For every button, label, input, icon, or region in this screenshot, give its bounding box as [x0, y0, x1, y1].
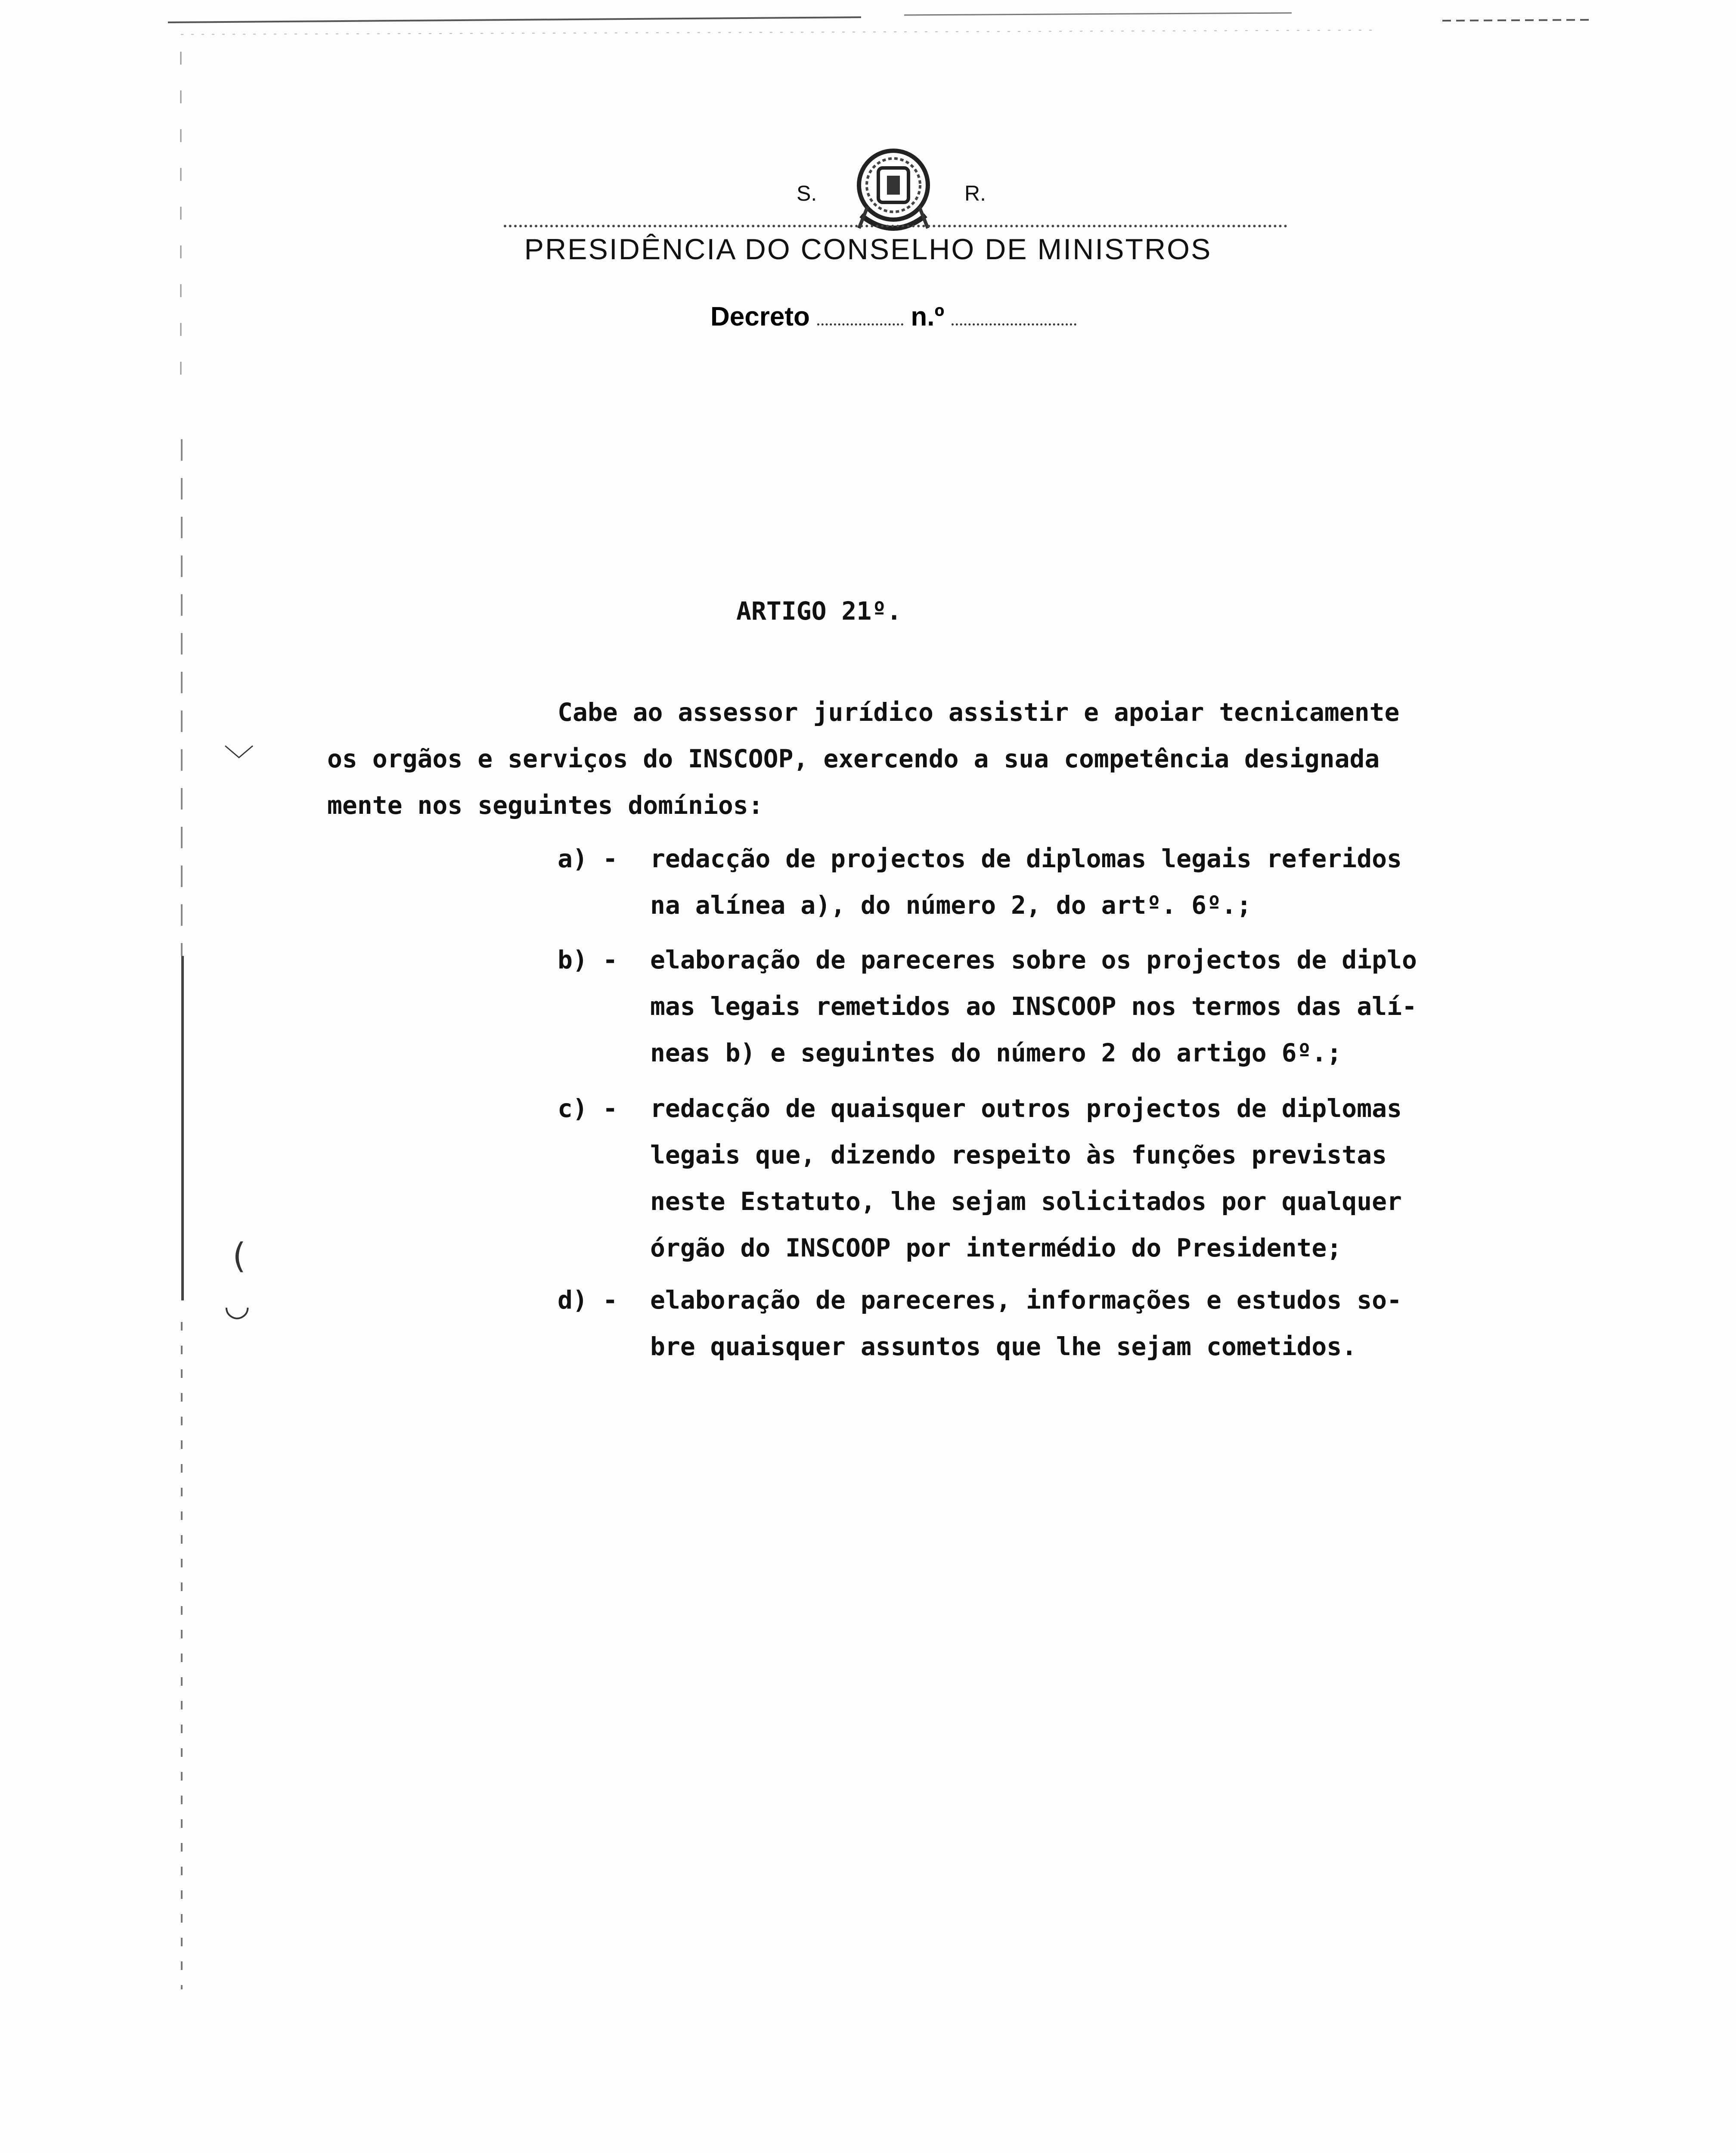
scan-edge-top: [0, 0, 1736, 47]
item-marker: d) -: [558, 1285, 618, 1315]
decreto-blank: [817, 319, 903, 326]
sr-left-text: S.: [797, 181, 817, 205]
decreto-label: Decreto: [710, 302, 810, 332]
item-line: neste Estatuto, lhe sejam solicitados por qualquer: [650, 1187, 1402, 1216]
numero-label: n.º: [911, 302, 945, 332]
item-marker: a) -: [558, 844, 618, 873]
item-line: legais que, dizendo respeito às funções previstas: [650, 1140, 1387, 1170]
intro-line: Cabe ao assessor jurídico assistir e apoiar tecnicamente: [558, 698, 1400, 727]
item-line: redacção de projectos de diplomas legais referidos: [650, 844, 1402, 873]
intro-line: mente nos seguintes domínios:: [327, 791, 763, 820]
item-line: redacção de quaisquer outros projectos de diplomas: [650, 1094, 1402, 1123]
item-line: elaboração de pareceres, informações e estudos so-: [650, 1285, 1402, 1315]
scan-edge-left: [164, 52, 189, 2032]
item-marker: b) -: [558, 945, 618, 974]
dotted-rule: [504, 225, 1287, 227]
item-line: órgão do INSCOOP por intermédio do Presidente;: [650, 1233, 1342, 1263]
margin-curve-mark: ◡: [224, 1287, 251, 1323]
margin-tick-mark: ﹀: [224, 743, 254, 778]
sr-right-text: R.: [964, 181, 986, 205]
decreto-line: [710, 301, 1076, 332]
numero-blank: [952, 319, 1076, 326]
item-line: bre quaisquer assuntos que lhe sejam cometidos.: [650, 1332, 1357, 1361]
intro-line: os orgãos e serviços do INSCOOP, exercendo a sua competência designada: [327, 744, 1380, 773]
margin-paren-mark: (: [232, 1236, 246, 1276]
item-line: mas legais remetidos ao INSCOOP nos termos das alí-: [650, 992, 1417, 1021]
ministry-title: PRESIDÊNCIA DO CONSELHO DE MINISTROS: [524, 233, 1212, 266]
item-line: elaboração de pareceres sobre os projectos de diplo: [650, 945, 1417, 974]
item-line: na alínea a), do número 2, do artº. 6º.;: [650, 890, 1252, 920]
article-title: ARTIGO 21º.: [736, 596, 902, 626]
item-line: neas b) e seguintes do número 2 do artigo 6º.;: [650, 1038, 1342, 1067]
item-marker: c) -: [558, 1094, 618, 1123]
